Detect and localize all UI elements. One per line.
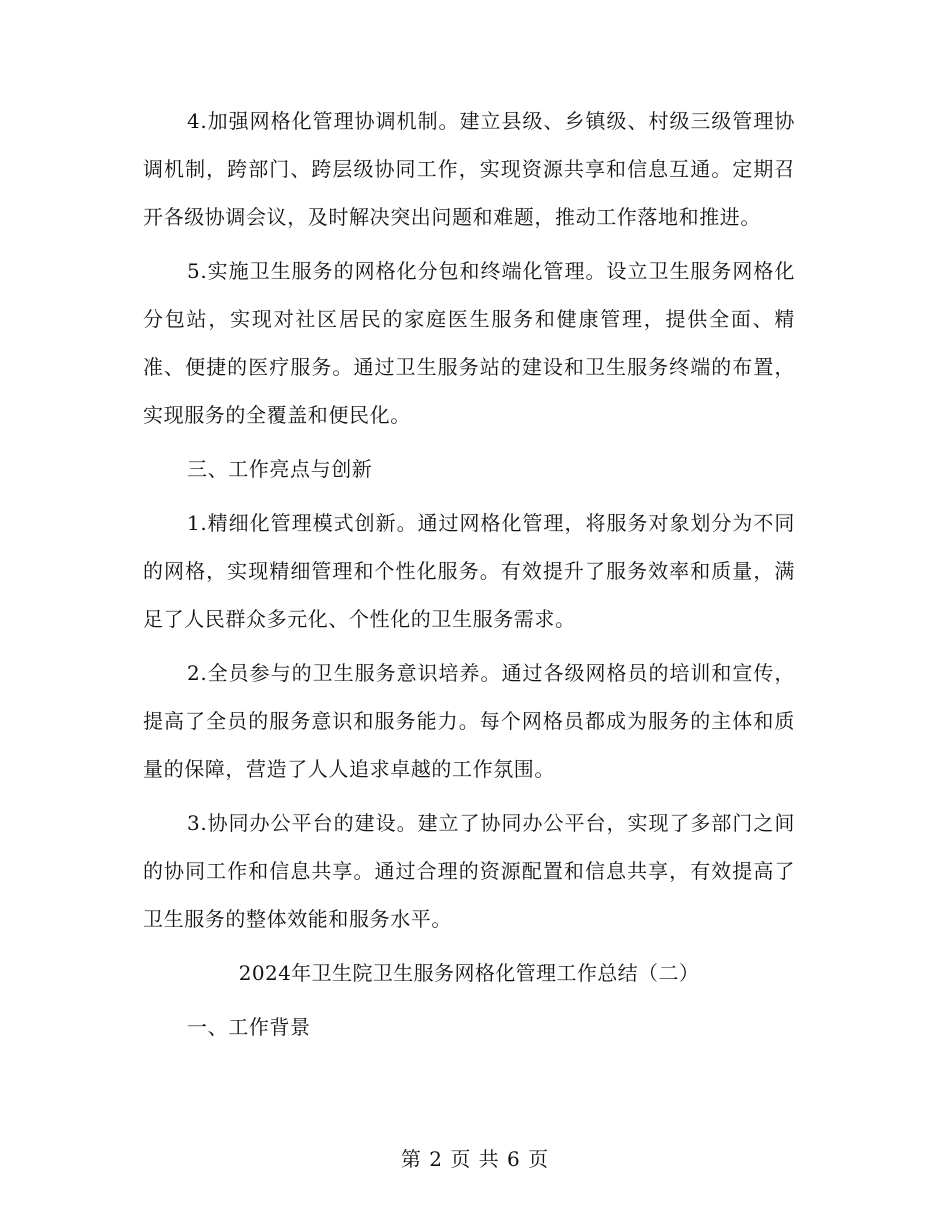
- section-heading-highlights: 三、工作亮点与创新: [187, 457, 373, 481]
- document-body: [143, 97, 795, 1057]
- document-title: 2024年卫生院卫生服务网格化管理工作总结（二）: [238, 961, 700, 985]
- paragraph-item-5: 5.实施卫生服务的网格化分包和终端化管理。设立卫生服务网格化分包站，实现对社区居民的家庭医生服务和健康管理，提供全面、精准、便捷的医疗服务。通过卫生服务站的建设和卫生服务终端的布置，实现服务的全覆盖和便民化。: [143, 259, 795, 427]
- paragraph-highlight-1: 1.精细化管理模式创新。通过网格化管理，将服务对象划分为不同的网格，实现精细管理和个性化服务。有效提升了服务效率和质量，满足了人民群众多元化、个性化的卫生服务需求。: [143, 511, 795, 631]
- page-number-footer: 第 2 页 共 6 页: [400, 1147, 550, 1171]
- section-heading-background: 一、工作背景: [187, 1015, 311, 1039]
- paragraph-highlight-2: 2.全员参与的卫生服务意识培养。通过各级网格员的培训和宣传，提高了全员的服务意识和服务能力。每个网格员都成为服务的主体和质量的保障，营造了人人追求卓越的工作氛围。: [143, 661, 795, 781]
- paragraph-item-4: 4.加强网格化管理协调机制。建立县级、乡镇级、村级三级管理协调机制，跨部门、跨层级协同工作，实现资源共享和信息互通。定期召开各级协调会议，及时解决突出问题和难题，推动工作落地和推进。: [143, 109, 795, 229]
- paragraph-highlight-3: 3.协同办公平台的建设。建立了协同办公平台，实现了多部门之间的协同工作和信息共享。通过合理的资源配置和信息共享，有效提高了卫生服务的整体效能和服务水平。: [143, 811, 795, 931]
